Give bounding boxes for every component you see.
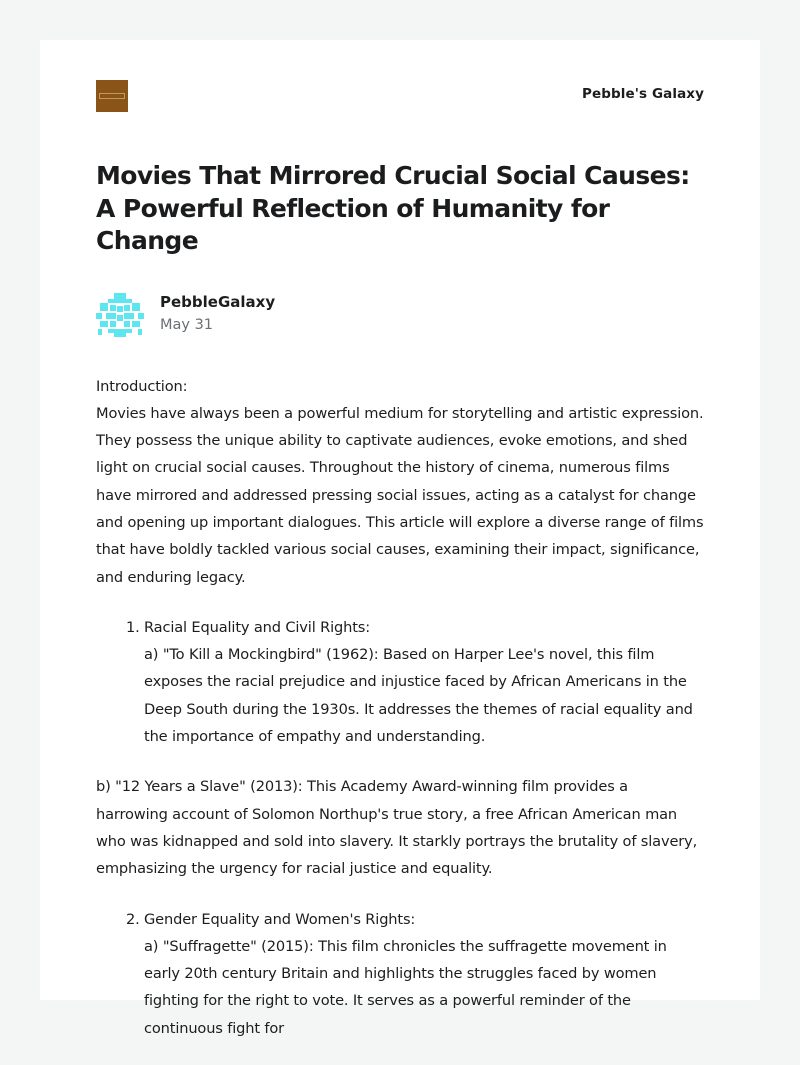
list-item: [96, 614, 704, 750]
author-name[interactable]: PebbleGalaxy: [160, 292, 276, 311]
identicon-avatar[interactable]: [96, 293, 144, 337]
header-bar: [96, 80, 704, 112]
section-heading: Racial Equality and Civil Rights:: [144, 618, 370, 636]
list-number: 1.: [126, 618, 140, 636]
author-block: [96, 291, 704, 337]
publish-date: May 31: [160, 316, 214, 333]
intro-label: Introduction:: [96, 377, 188, 395]
intro-paragraph: [96, 373, 704, 591]
section-heading: Gender Equality and Women's Rights:: [144, 910, 416, 928]
article-body: [96, 373, 704, 1043]
site-logo[interactable]: [96, 80, 128, 112]
site-name-link[interactable]: Pebble's Galaxy: [582, 86, 704, 102]
list-number: 2.: [126, 910, 140, 928]
list-item: [96, 906, 704, 1042]
intro-text: Movies have always been a powerful medium for storytelling and artistic expression. They possess the unique ability to captivate audiences, evoke emotions, and shed light on crucial social causes. Throughout the history of cinema, numerous films have mirrored and addressed pressing social issues, acting as a catalyst for change and opening up important dialogues. This article will explore a diverse range of films that have boldly tackled various social causes, examining their impact, significance, and enduring legacy.: [96, 404, 704, 586]
section-item-a: a) "To Kill a Mockingbird" (1962): Based on Harper Lee's novel, this film exposes the racial prejudice and injustice faced by African Americans in the Deep South during the 1930s. It addresses the themes of racial equality and the importance of empathy and understanding.: [144, 646, 693, 746]
article-container: [96, 80, 704, 1065]
article-card: [40, 40, 760, 1037]
section-item-b: b) "12 Years a Slave" (2013): This Academy Award-winning film provides a harrowing account of Solomon Northup's true story, a free African American man who was kidnapped and sold into slavery. It starkly portrays the brutality of slavery, emphasizing the urgency for racial justice and equality.: [96, 778, 698, 878]
article-title: Movies That Mirrored Crucial Social Causes: A Powerful Reflection of Humanity for Change: [96, 161, 690, 255]
section-item-a: a) "Suffragette" (2015): This film chronicles the suffragette movement in early 20th century Britain and highlights the struggles faced by women fighting for the right to vote. It serves as a powerful reminder of the continuous fight for: [144, 937, 667, 1037]
